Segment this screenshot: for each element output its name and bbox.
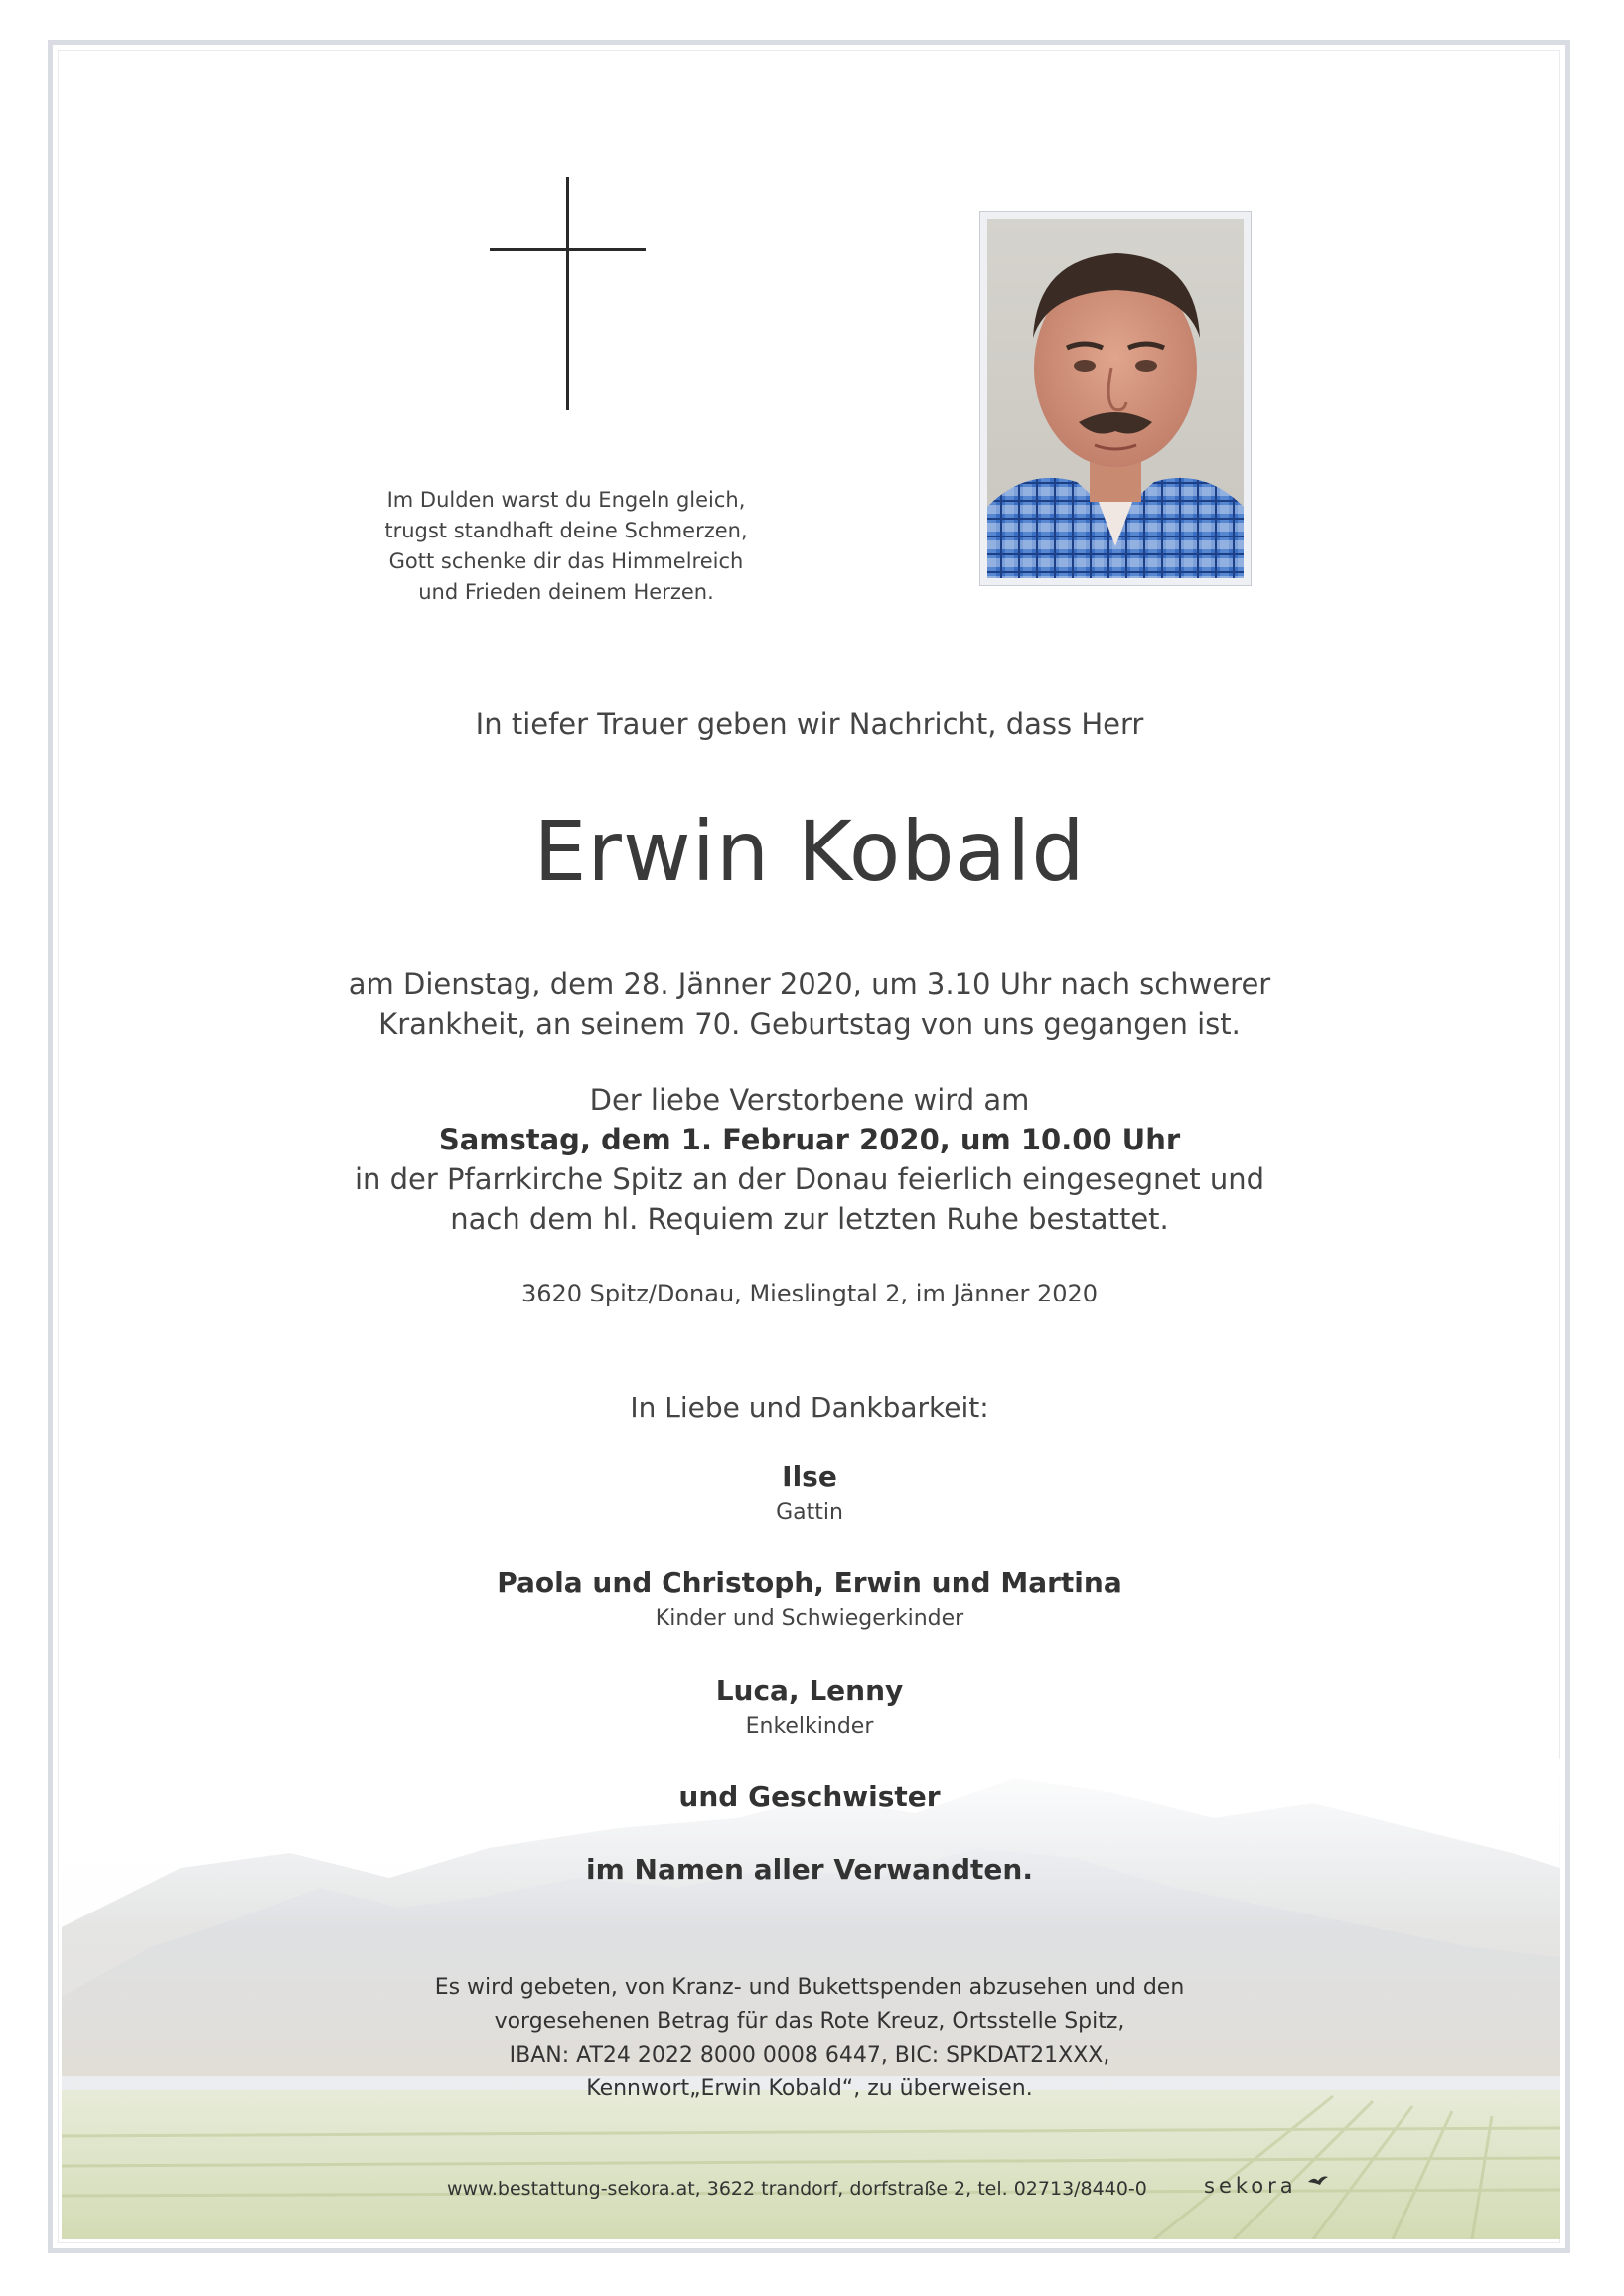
mourners-heading: In Liebe und Dankbarkeit: <box>630 1391 989 1424</box>
mourner-names: Ilse <box>782 1460 837 1493</box>
funeral-notice <box>129 1080 1490 1239</box>
portrait-photo <box>987 219 1244 578</box>
mourner-role: Enkelkinder <box>745 1714 874 1739</box>
donation-request <box>328 1971 1291 2106</box>
funeral-line: in der Pfarrkirche Spitz an der Donau feierlich eingesegnet und <box>354 1162 1265 1196</box>
funeral-line: Der liebe Verstorbene wird am <box>589 1083 1030 1117</box>
death-line: am Dienstag, dem 28. Jänner 2020, um 3.10 Uhr nach schwerer <box>348 967 1271 1000</box>
footer-contact: www.bestattung-sekora.at, 3622 trandorf, dorfstraße 2, tel. 02713/8440-0 <box>447 2178 1147 2200</box>
death-notice <box>129 964 1490 1045</box>
place-date: 3620 Spitz/Donau, Mieslingtal 2, im Jänner 2020 <box>520 1280 1099 1307</box>
intro-text: In tiefer Trauer geben wir Nachricht, dass Herr <box>475 707 1144 741</box>
deceased-name: Erwin Kobald <box>533 803 1086 900</box>
donation-line: vorgesehenen Betrag für das Rote Kreuz, Ortsstelle Spitz, <box>494 2009 1125 2034</box>
memorial-poem <box>328 485 805 608</box>
relatives-line: im Namen aller Verwandten. <box>586 1853 1033 1886</box>
mourner-names: Luca, Lenny <box>715 1674 904 1707</box>
poem-line: Gott schenke dir das Himmelreich <box>388 549 744 573</box>
donation-line: IBAN: AT24 2022 8000 0008 6447, BIC: SPKDAT21XXX, <box>509 2043 1110 2067</box>
siblings-line: und Geschwister <box>678 1780 941 1813</box>
donation-line: Kennwort„Erwin Kobald“, zu überweisen. <box>586 2076 1033 2101</box>
poem-line: trugst standhaft deine Schmerzen, <box>384 519 748 542</box>
cross-icon <box>490 177 646 410</box>
portrait-photo-frame <box>979 211 1252 586</box>
bird-icon <box>1307 2174 1329 2188</box>
funeral-date: Samstag, dem 1. Februar 2020, um 10.00 Uhr <box>438 1123 1181 1156</box>
mourner-role: Gattin <box>776 1500 843 1525</box>
poem-line: Im Dulden warst du Engeln gleich, <box>386 488 746 512</box>
mourner-names: Paola und Christoph, Erwin und Martina <box>497 1566 1122 1599</box>
donation-line: Es wird gebeten, von Kranz- und Bukettspenden abzusehen und den <box>434 1975 1185 2000</box>
sekora-logo <box>1204 2174 1329 2198</box>
poem-line: und Frieden deinem Herzen. <box>418 580 714 604</box>
funeral-line: nach dem hl. Requiem zur letzten Ruhe bestattet. <box>450 1202 1169 1236</box>
death-line: Krankheit, an seinem 70. Geburtstag von uns gegangen ist. <box>378 1007 1241 1041</box>
logo-text: sekora <box>1204 2174 1297 2198</box>
mourner-role: Kinder und Schwiegerkinder <box>655 1607 964 1631</box>
